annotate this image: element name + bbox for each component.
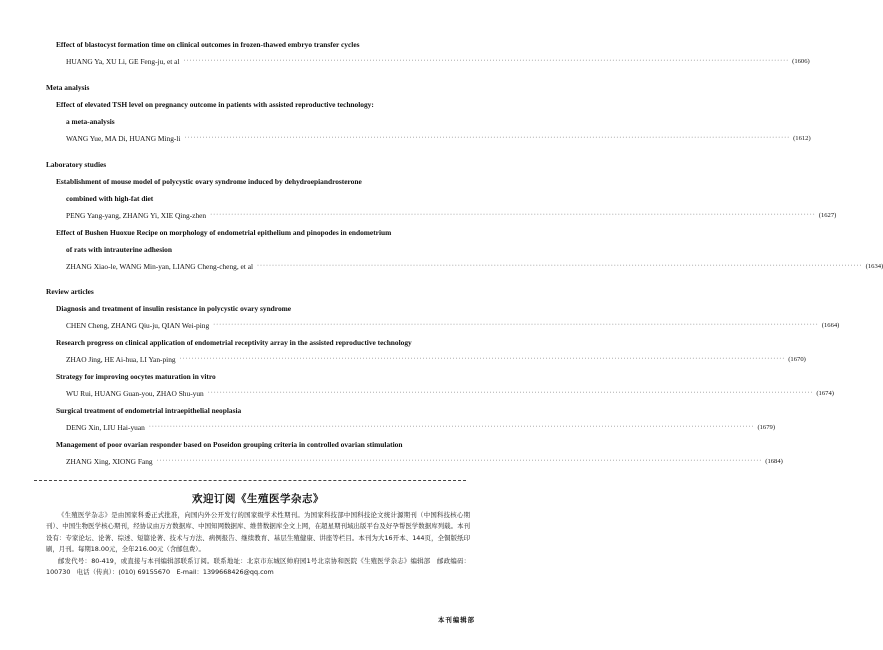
leader-dots: ··········································································································································································································	[184, 135, 791, 141]
leader-dots: ··········································································································································································································	[183, 58, 790, 64]
article-page-number: (1634)	[865, 263, 883, 270]
article-title-continued: a meta-analysis	[66, 117, 115, 126]
section-heading: Review articles	[46, 287, 94, 296]
article-page-number: (1674)	[816, 390, 834, 397]
article-title: Surgical treatment of endometrial intraepithelial neoplasia	[56, 406, 242, 415]
article-author-line	[66, 423, 776, 432]
article-authors: ZHANG Xing, XIONG Fang	[66, 457, 153, 466]
leader-dots: ··········································································································································································································	[207, 390, 814, 396]
leader-dots: ··········································································································································································································	[148, 424, 755, 430]
section-heading: Meta analysis	[46, 83, 90, 92]
article-author-line	[66, 262, 883, 271]
article-author-line	[66, 355, 806, 364]
editorial-office-signature: 本刊编辑部	[438, 616, 475, 624]
leader-dots: ··········································································································································································································	[179, 356, 786, 362]
article-authors: HUANG Ya, XU Li, GE Feng-ju, et al	[66, 57, 180, 66]
article-title-continued: combined with high-fat diet	[66, 194, 154, 203]
article-title: Management of poor ovarian responder based on Poseidon grouping criteria in controlled ovarian stimulation	[56, 440, 403, 449]
section-heading: Laboratory studies	[46, 160, 107, 169]
article-authors: WU Rui, HUANG Guan-you, ZHAO Shu-yun	[66, 389, 204, 398]
article-title: Effect of elevated TSH level on pregnancy outcome in patients with assisted reproductive technology:	[56, 100, 374, 109]
notice-paragraph: 《生殖医学杂志》是由国家科委正式批准，向国内外公开发行的国家级学术性期刊。为国家科技部中国科技论文统计源期刊（中国科技核心期刊）、中国生物医学核心期刊，经协议由万方数据库、中国知网数据库、维普数据库全文上网，在超星期刊域出版平台及好孕帮医学数据库列载。本刊设有：专家论坛、论著、综述、短篇论著、技术与方法、病例报告、继续教育、基层生殖健康、讲座等栏目。本刊为大16开本、144页，全铜版纸印刷，月刊。每期18.00元，全年216.00元（含邮包费）。	[46, 511, 470, 554]
article-title-continued: of rats with intrauterine adhesion	[66, 245, 172, 254]
article-title: Research progress on clinical application of endometrial receptivity array in the assisted reproductive technology	[56, 338, 412, 347]
article-title: Diagnosis and treatment of insulin resistance in polycystic ovary syndrome	[56, 304, 292, 313]
article-author-line	[66, 134, 811, 143]
leader-dots: ··········································································································································································································	[257, 263, 863, 269]
article-authors: WANG Yue, MA Di, HUANG Ming-li	[66, 134, 181, 143]
subscription-notice	[46, 492, 470, 578]
notice-contact-paragraph: 邮发代号：80-419，或直接与本刊编辑部联系订阅。联系地址：北京市东城区帅府园1号北京协和医院《生殖医学杂志》编辑部 邮政编码：100730 电话（传真）：(010) 69155670 E-mail：1399668426@qq.com	[46, 556, 470, 577]
article-author-line	[66, 57, 810, 66]
article-author-line	[66, 211, 837, 220]
article-page-number: (1670)	[788, 356, 806, 363]
leader-dots: ··········································································································································································································	[213, 322, 819, 328]
article-author-line	[66, 321, 840, 330]
article-title: Strategy for improving oocytes maturation in vitro	[56, 372, 216, 381]
article-title: Effect of blastocyst formation time on clinical outcomes in frozen-thawed embryo transfer cycles	[56, 40, 360, 49]
article-page-number: (1612)	[793, 135, 811, 142]
article-page-number: (1606)	[792, 58, 810, 65]
article-page-number: (1664)	[821, 322, 840, 329]
article-title: Effect of Bushen Huoxue Recipe on morphology of endometrial epithelium and pinopodes in endometrium	[56, 228, 392, 237]
article-page-number: (1684)	[765, 458, 783, 465]
dashed-divider	[34, 480, 466, 481]
article-authors: ZHANG Xiao-le, WANG Min-yan, LIANG Cheng-cheng, et al	[66, 262, 254, 271]
article-authors: CHEN Cheng, ZHANG Qiu-ju, QIAN Wei-ping	[66, 321, 210, 330]
leader-dots: ··········································································································································································································	[156, 458, 763, 464]
article-authors: PENG Yang-yang, ZHANG Yi, XIE Qing-zhen	[66, 211, 207, 220]
article-authors: ZHAO Jing, HE Ai-hua, LI Yan-ping	[66, 355, 176, 364]
article-title: Establishment of mouse model of polycystic ovary syndrome induced by dehydroepiandrosterone	[56, 177, 362, 186]
article-authors: DENG Xin, LIU Hai-yuan	[66, 423, 145, 432]
notice-title: 欢迎订阅《生殖医学杂志》	[192, 493, 324, 505]
leader-dots: ··········································································································································································································	[210, 212, 816, 218]
article-page-number: (1679)	[757, 424, 776, 431]
article-page-number: (1627)	[818, 212, 837, 219]
article-author-line	[66, 389, 834, 398]
article-author-line	[66, 457, 783, 466]
